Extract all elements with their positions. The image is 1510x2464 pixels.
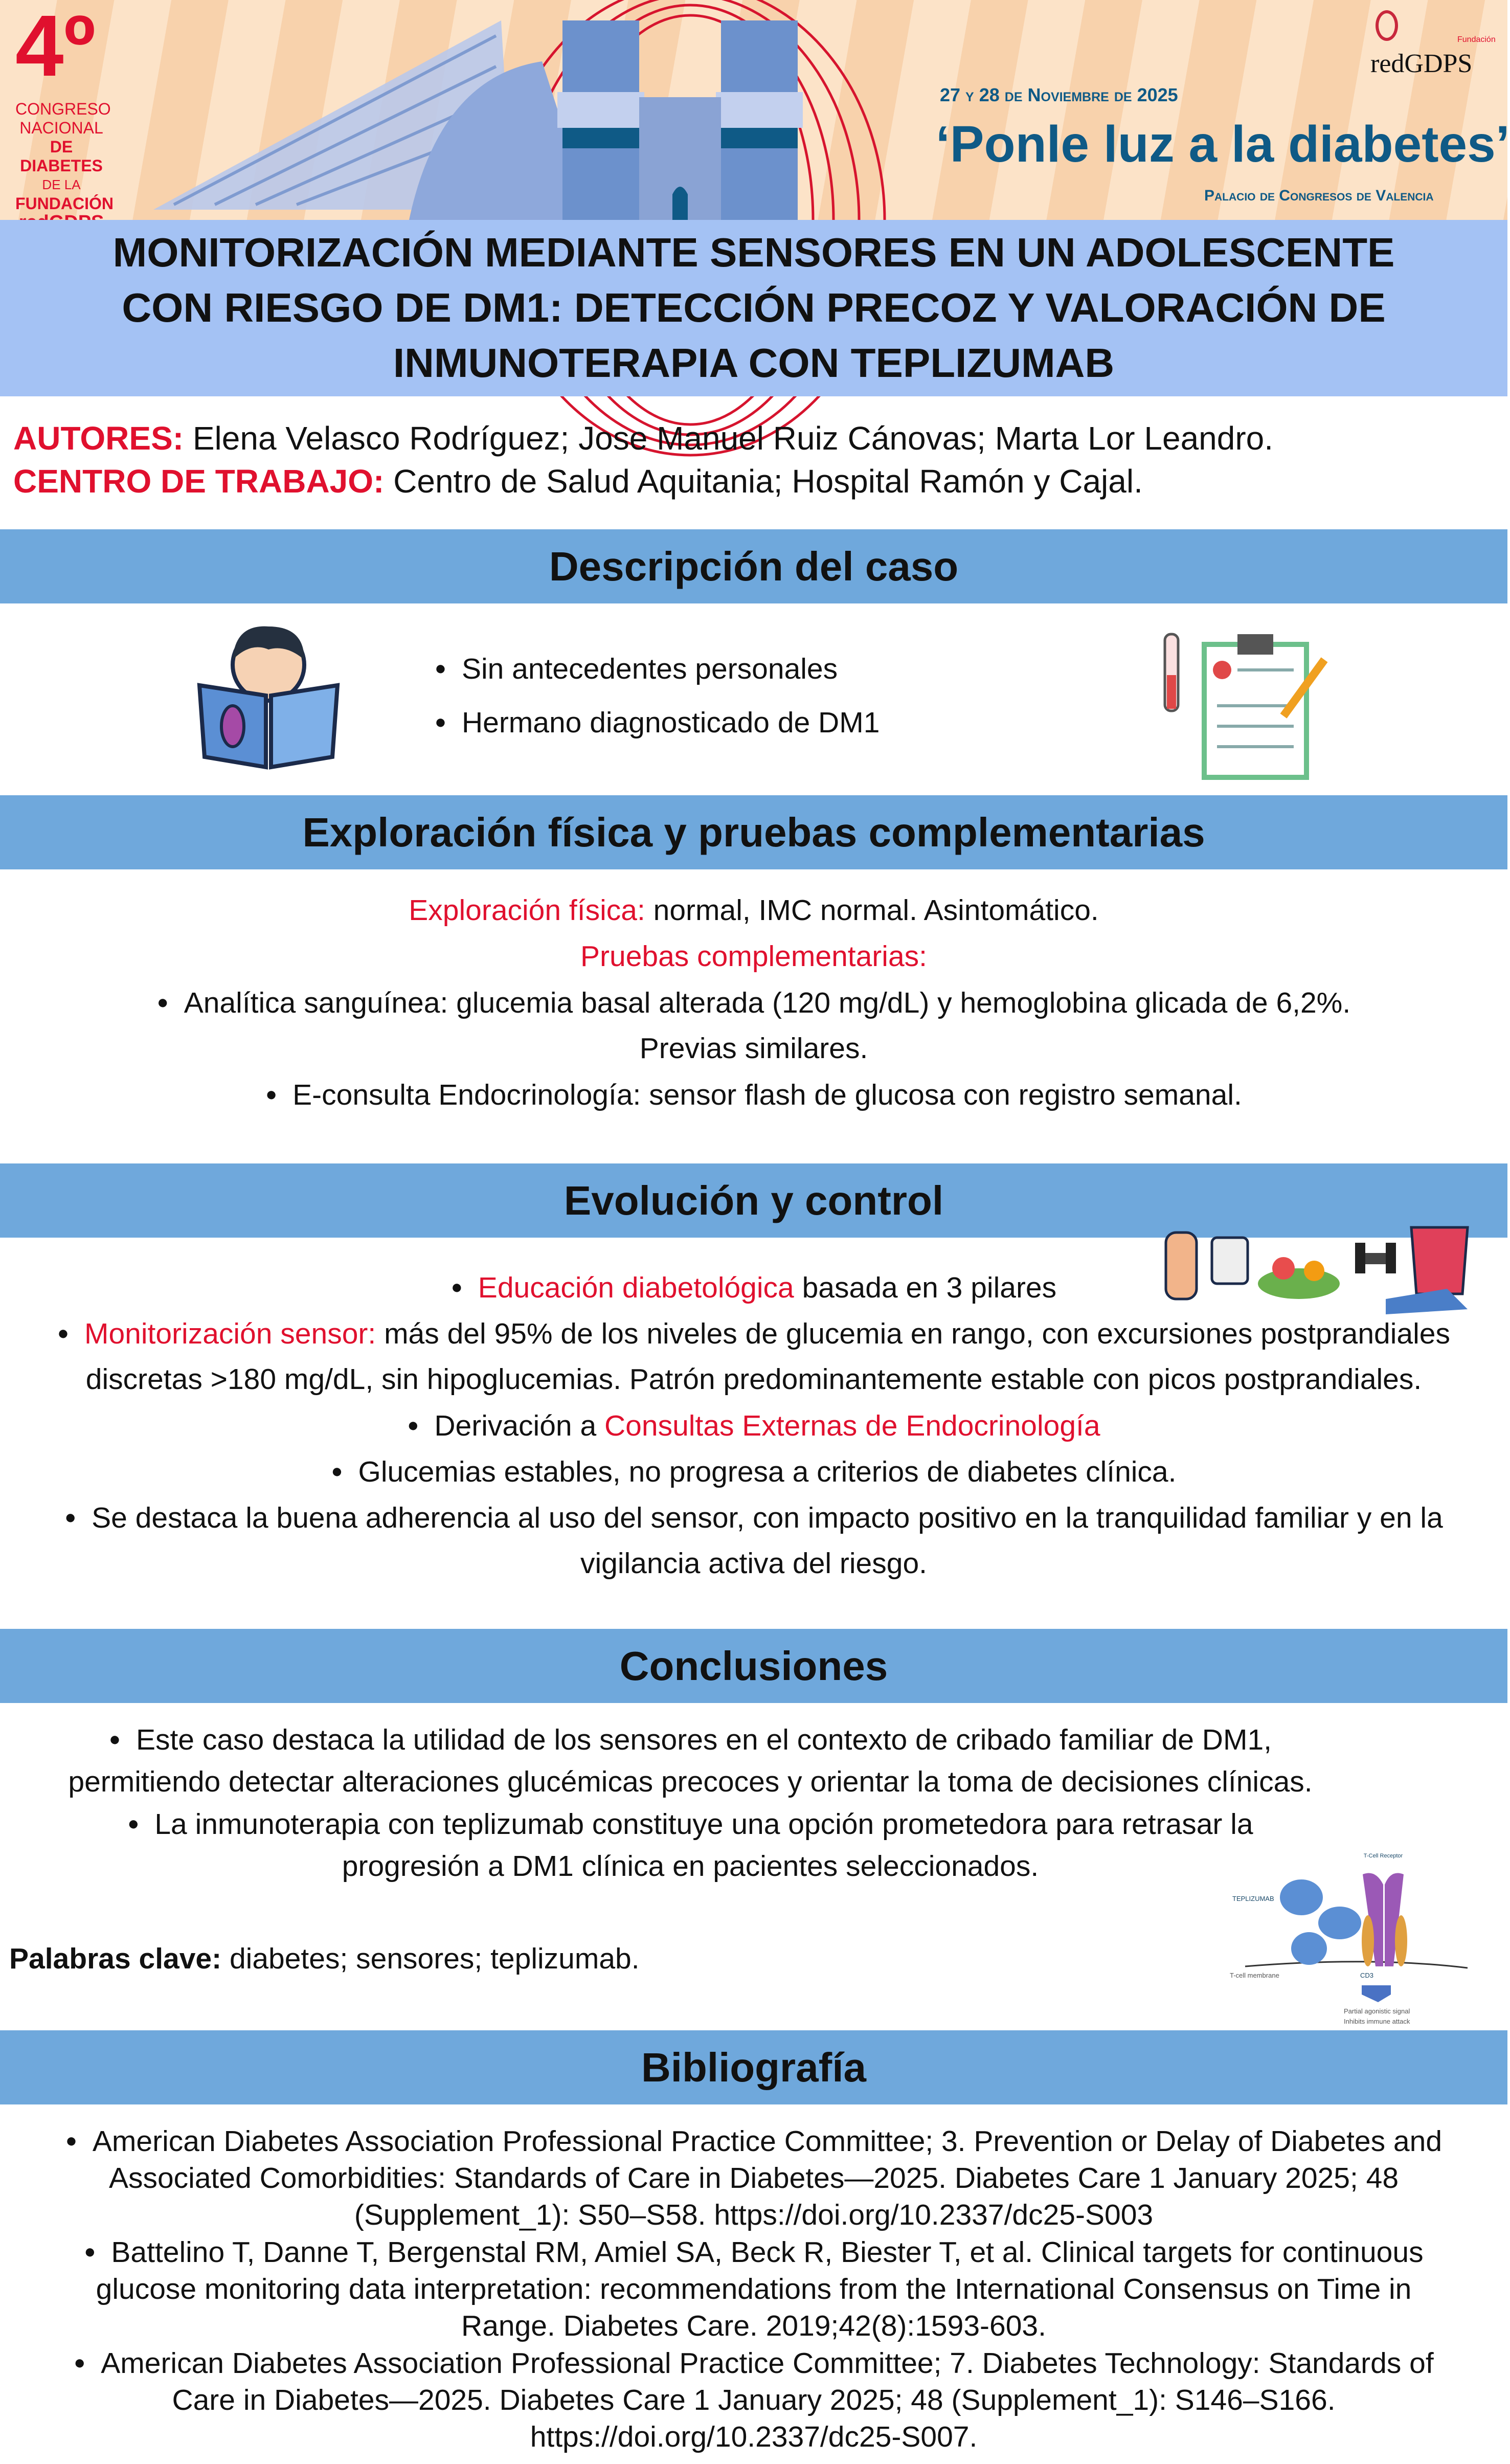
- poster-title: [0, 220, 1507, 396]
- list-item-continuation: progresión a DM1 clínica en pacientes seleccionados.: [342, 1850, 1039, 1883]
- diagram-label: TEPLIZUMAB: [1232, 1895, 1274, 1902]
- congress-venue: Palacio de Congresos de Valencia: [1204, 187, 1434, 204]
- section-heading-case: Descripción del caso: [0, 529, 1507, 603]
- highlight: Consultas Externas de Endocrinología: [604, 1409, 1100, 1442]
- list-item: [0, 1310, 1507, 1357]
- list-item-continuation: discretas >180 mg/dL, sin hipoglucemias. Patrón predominantemente estable con picos postprandiales.: [85, 1363, 1422, 1396]
- section-heading-evolution: Evolución y control: [0, 1163, 1507, 1238]
- redgdps-logo-icon: [1376, 10, 1398, 41]
- list-item: [0, 1071, 1507, 1118]
- case-list: [435, 642, 880, 749]
- item-text: ● La inmunoterapia con teplizumab constituye una opción prometedora para retrasar la: [127, 1808, 1253, 1841]
- title-line: MONITORIZACIÓN MEDIANTE SENSORES EN UN ADOLESCENTE: [112, 230, 1395, 275]
- section-heading-conclusions: Conclusiones: [0, 1629, 1507, 1703]
- reference-line: ● American Diabetes Association Professional Practice Committee; 7. Diabetes Technology: Standards of: [74, 2347, 1433, 2380]
- conclusions-text: [0, 1718, 1381, 1887]
- list-item: [0, 1803, 1381, 1845]
- item-text: más del 95% de los niveles de glucemia en rango, con excursiones postprandiales: [376, 1317, 1450, 1350]
- item-text: ● Glucemias estables, no progresa a criterios de diabetes clínica.: [331, 1455, 1177, 1488]
- list-item: ● Hermano diagnosticado de DM1: [435, 696, 880, 749]
- keywords: [9, 1936, 640, 1982]
- exploration-text: [0, 887, 1507, 933]
- list-item: [0, 1402, 1507, 1449]
- reference-line: Care in Diabetes—2025. Diabetes Care 1 January 2025; 48 (Supplement_1): S146–S166.: [172, 2384, 1336, 2416]
- reference-line: https://doi.org/10.2337/dc25-S007.: [530, 2421, 978, 2453]
- authors-value: Elena Velasco Rodríguez; Jose Manuel Ruiz Cánovas; Marta Lor Leandro.: [184, 420, 1274, 457]
- diagram-label: CD3: [1360, 1972, 1374, 1979]
- list-item: ● Sin antecedentes personales: [435, 642, 880, 696]
- congress-slogan: ‘Ponle luz a la diabetes’: [936, 116, 1510, 173]
- highlight: Educación diabetológica: [478, 1271, 794, 1304]
- valencia-illustration-icon: [153, 0, 920, 220]
- item-text: ● E-consulta Endocrinología: sensor flash de glucosa con registro semanal.: [265, 1079, 1242, 1111]
- list-item: [0, 1264, 1507, 1311]
- title-line: CON RIESGO DE DM1: DETECCIÓN PRECOZ Y VALORACIÓN DE: [122, 285, 1386, 330]
- diagram-label: T-cell membrane: [1230, 1972, 1279, 1979]
- teplizumab-diagram: [1217, 1841, 1483, 2030]
- list-item: [0, 979, 1507, 1026]
- reference-item: [0, 2344, 1507, 2455]
- item-text: ● Se destaca la buena adherencia al uso del sensor, con impacto positivo en la tranquilidad familiar y en la: [64, 1502, 1443, 1534]
- workplace-value: Centro de Salud Aquitania; Hospital Ramón y Cajal.: [384, 463, 1143, 500]
- list-item: [0, 1494, 1507, 1541]
- list-item-continuation: vigilancia activa del riesgo.: [580, 1547, 928, 1580]
- authors-label: AUTORES:: [13, 420, 184, 457]
- congress-line: DE DIABETES: [20, 138, 103, 175]
- section-heading-bibliography: Bibliografía: [0, 2030, 1507, 2104]
- teplizumab-mechanism-icon: [1217, 1841, 1483, 2030]
- list-item: [0, 1718, 1381, 1761]
- list-item-continuation: permitiendo detectar alteraciones glucémicas precoces y orientar la toma de decisiones clínicas.: [68, 1765, 1313, 1798]
- diagram-label: Partial agonistic signal: [1344, 2007, 1410, 2015]
- list-item: [0, 1448, 1507, 1495]
- reference-item: [0, 2122, 1507, 2233]
- congress-line: CONGRESO: [15, 100, 111, 118]
- reference-line: (Supplement_1): S50–S58. https://doi.org/10.2337/dc25-S003: [354, 2199, 1154, 2231]
- bibliography-list: [0, 2122, 1507, 2455]
- authors-block: [13, 417, 1273, 503]
- congress-line: NACIONAL: [19, 119, 103, 137]
- highlight: Monitorización sensor:: [84, 1317, 376, 1350]
- logo-foundation: Fundación: [1457, 35, 1496, 44]
- keywords-value: diabetes; sensores; teplizumab.: [221, 1942, 640, 1975]
- section-heading-exploration: Exploración física y pruebas complementarias: [0, 795, 1507, 869]
- congress-line: DE LA: [42, 177, 81, 192]
- congress-date: 27 y 28 de Noviembre de 2025: [940, 84, 1178, 105]
- exploration-label: Exploración física:: [409, 894, 645, 927]
- reference-line: glucose monitoring data interpretation: recommendations from the International Consensus on Time in: [96, 2273, 1412, 2305]
- item-text: ● Este caso destaca la utilidad de los sensores en el contexto de cribado familiar de DM1,: [109, 1723, 1272, 1756]
- congress-line: FUNDACIÓN: [15, 194, 114, 213]
- item-text: Derivación a: [434, 1409, 604, 1442]
- reference-line: Associated Comorbidities: Standards of Care in Diabetes—2025. Diabetes Care 1 January 2025; 48: [108, 2162, 1399, 2194]
- list-item-continuation: Previas similares.: [639, 1032, 868, 1065]
- reading-boy-icon: [194, 619, 343, 772]
- redgdps-logo: redGDPS: [1370, 49, 1473, 78]
- reference-line: Range. Diabetes Care. 2019;42(8):1593-603.: [461, 2310, 1046, 2342]
- reference-item: [0, 2233, 1507, 2344]
- title-line: INMUNOTERAPIA CON TEPLIZUMAB: [393, 340, 1115, 386]
- workplace-label: CENTRO DE TRABAJO:: [13, 463, 385, 500]
- item-text: basada en 3 pilares: [794, 1271, 1057, 1304]
- tests-label: Pruebas complementarias:: [580, 940, 927, 973]
- reference-line: ● American Diabetes Association Professional Practice Committee; 3. Prevention or Delay of Diabetes and: [65, 2125, 1442, 2158]
- edition-number: 4º: [15, 0, 96, 95]
- diagram-label: T-Cell Receptor: [1363, 1853, 1403, 1859]
- diagram-label: Inhibits immune attack: [1344, 2018, 1410, 2025]
- keywords-label: Palabras clave:: [9, 1942, 222, 1975]
- clinical-chart-icon: [1161, 629, 1335, 782]
- exploration-value: normal, IMC normal. Asintomático.: [645, 894, 1099, 927]
- congress-name: [15, 100, 114, 232]
- reference-line: ● Battelino T, Danne T, Bergenstal RM, Amiel SA, Beck R, Biester T, et al. Clinical targets for continuous: [84, 2236, 1423, 2269]
- congress-banner: [0, 0, 1510, 220]
- item-text: ● Analítica sanguínea: glucemia basal alterada (120 mg/dL) y hemoglobina glicada de 6,2%.: [157, 987, 1350, 1019]
